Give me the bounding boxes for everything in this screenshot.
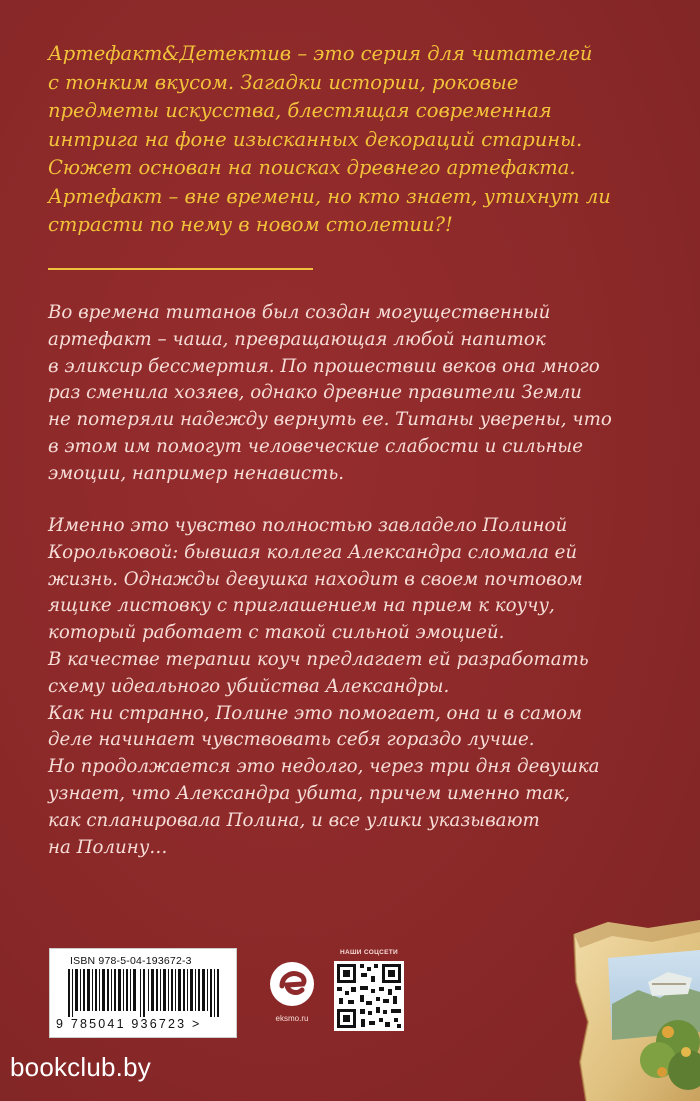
eksmo-logo-icon <box>270 962 314 1006</box>
text-line: деле начинает чувствовать себя гораздо лучше. <box>48 729 535 751</box>
intro-line: Артефакт – вне времени, но кто знает, утихнут ли <box>48 184 611 208</box>
publisher-logo[interactable] <box>262 958 322 1033</box>
text-line: в эликсир бессмертия. По прошествии веков она много <box>48 355 600 377</box>
synopsis-paragraph-2 <box>48 513 648 861</box>
intro-line: Артефакт&Детектив – это серия для читателей <box>48 42 593 65</box>
divider-line <box>48 268 313 270</box>
text-line: В качестве терапии коуч предлагает ей разработать <box>48 648 589 670</box>
text-line: схему идеального убийства Александры. <box>48 675 450 697</box>
isbn-number: ISBN 978-5-04-193672-3 <box>70 955 192 967</box>
text-line: ящике листовку с приглашением на прием к коучу, <box>48 595 555 617</box>
intro-line: интрига на фоне изысканных декораций старины. <box>48 127 583 151</box>
text-line: эмоции, например ненависть. <box>48 462 345 484</box>
barcode-digits: 9 785041 936723 > <box>56 1017 202 1031</box>
series-intro <box>48 40 668 240</box>
text-line: узнает, что Александра убита, причем именно так, <box>48 782 570 804</box>
text-line: на Полину… <box>48 836 168 858</box>
text-line: Во времена титанов был создан могущественный <box>48 302 551 323</box>
intro-line: предметы искусства, блестящая современная <box>48 99 552 122</box>
publisher-url[interactable]: eksmo.ru <box>275 1014 309 1023</box>
barcode-icon <box>68 969 220 1017</box>
text-line: Корольковой: бывшая коллега Александра сломала ей <box>48 541 578 563</box>
text-line: Как ни странно, Полине это помогает, она и в самом <box>48 702 583 724</box>
social-label: НАШИ СОЦСЕТИ <box>339 949 398 956</box>
intro-line: Сюжет основан на поисках древнего артефакта. <box>48 156 576 179</box>
text-line: как спланировала Полина, и все улики указывают <box>48 809 540 831</box>
synopsis-paragraph-1 <box>48 300 648 488</box>
text-line: артефакт – чаша, превращающая любой напиток <box>48 328 546 350</box>
footer-site-label[interactable]: bookclub.by <box>10 1052 151 1082</box>
text-line: Именно это чувство полностью завладело Полиной <box>48 515 568 536</box>
parchment-scroll-image <box>568 912 700 1101</box>
intro-line: с тонким вкусом. Загадки истории, роковые <box>48 70 519 94</box>
intro-line: страсти по нему в новом столетии?! <box>48 213 453 236</box>
text-line: в этом им помогут человеческие слабости и сильные <box>48 435 584 457</box>
text-line: который работает с такой сильной эмоцией. <box>48 622 505 644</box>
qr-code-icon[interactable] <box>334 961 404 1031</box>
barcode-label <box>49 948 237 1038</box>
text-line: Но продолжается это недолго, через три дня девушка <box>48 756 600 778</box>
text-line: раз сменила хозяев, однако древние правители Земли <box>48 382 582 404</box>
text-line: жизнь. Однажды девушка находит в своем почтовом <box>48 568 583 590</box>
text-line: не потеряли надежду вернуть ее. Титаны уверены, что <box>48 409 612 431</box>
